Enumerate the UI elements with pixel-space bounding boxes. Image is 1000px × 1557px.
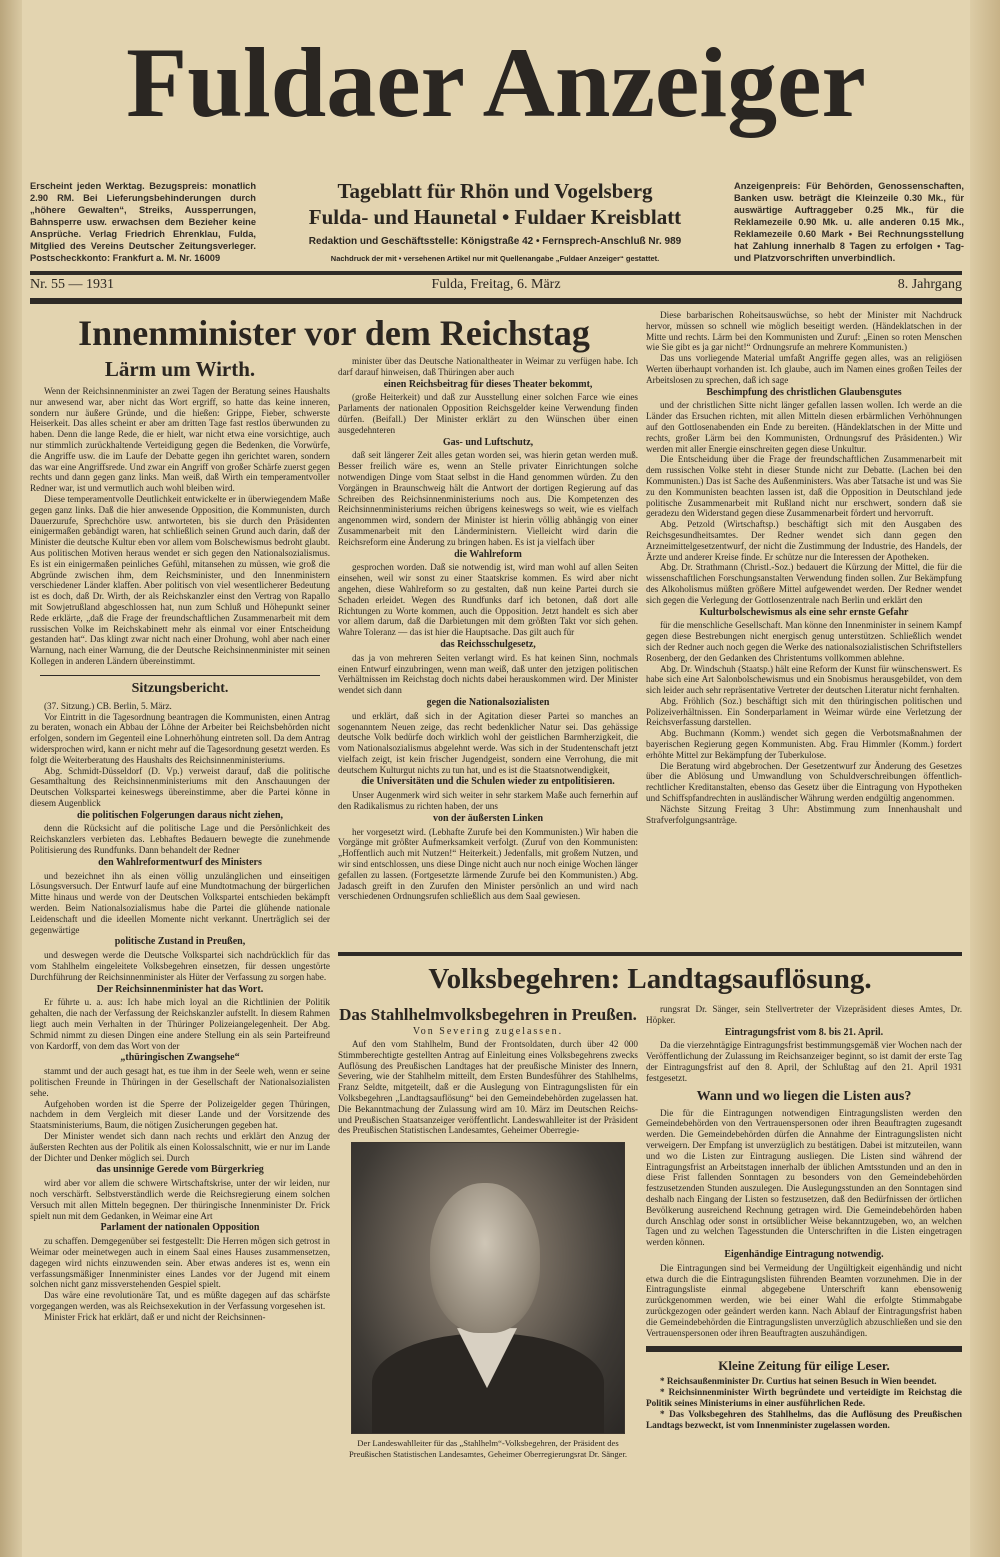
paragraph: Da die vierzehntägige Eintragungsfrist bestimmungsgemäß vier Wochen nach der Veröffentlichung der Zulassung im Reichsanzeiger beginnt, so ist damit der erste Tag der Eintragungsfrist auf den 8. April, der Schlußtag auf den 21. April 1931 festgesetzt.	[646, 1040, 962, 1083]
advertising-rates: Anzeigenpreis: Für Behörden, Genossenschaften, Banken usw. beträgt die Kleinzeile 0.30 Mk., für auswärtige Auftraggeber 0.25 Mk., für die Reklamezeile 0.90 Mk. u. alle anderen 0.15 Mk., Reklamezeile 0.60 Mark • Bei Rechnungsstellung hat Zahlung innerhalb 8 Tagen zu erfolgen • Tag- und Platzvorschriften unverbindlich.	[734, 181, 964, 263]
registration-section	[646, 1004, 962, 1430]
paragraph: denn die Rücksicht auf die politische Lage und die Persönlichkeit des Reichskanzlers verbieten das. Lebhaftes Bedauern bewegte die zunehmende Politisierung des Rundfunks. Dann behandelt der Redner	[30, 823, 330, 856]
volume: 8. Jahrgang	[897, 277, 962, 292]
middle-column	[338, 356, 638, 902]
paragraph: und der christlichen Sitte nicht länger gefallen lassen wollen. Ich werde an die Länder das Ersuchen richten, mit allen Mitteln diesen erbärmlichen Verhöhnungen auf den Gottlosenabenden ein Ende zu bereiten. (Händeklatschen in der Mitte und rechts, großer Lärm bei den Kommunisten, Ordnungsruf des Präsidenten.) Wir werden mit aller Energie einschreiten gegen diese Unkultur.	[646, 400, 962, 454]
subheading: Eintragungsfrist vom 8. bis 21. April.	[724, 1026, 884, 1038]
paragraph: stammt und der auch gesagt hat, es tue ihm in der Seele weh, wenn er seine politischen Freunde in Thüringen in der Gesellschaft der Nationalsozialisten sehe.	[30, 1066, 330, 1098]
paragraph: Der Minister wendet sich dann nach rechts und erklärt den Anzug der äußersten Rechten aus der Politik als einen Kolossalschnitt, wie er nur im Lande der Dichter und Denker möglich sei. Durch	[30, 1131, 330, 1163]
paragraph: Das wäre eine revolutionäre Tat, und es müßte dagegen auf das schärfste vorgegangen werden, was als Reichsexekution in der Verfassung vorgesehen ist.	[30, 1290, 330, 1311]
masthead-subtitle	[262, 178, 728, 230]
editorial-address: Redaktion und Geschäftsstelle: Königstraße 42 • Fernsprech-Anschluß Nr. 989	[308, 236, 682, 247]
paragraph: Er führte u. a. aus: Ich habe mich loyal an die Richtlinien der Politik gehalten, die nach der Verfassung der Reichskanzler aufstellt. In diesem Rahmen liegt auch mein Verhalten in der Thüringer Polizeiangelegenheit. Der Abg. Schmid nimmt zu diesen Dingen eine andere Stellung ein als sein Parteifreund von Kardorff, von dem das Wort von der	[30, 997, 330, 1051]
subheading: das unsinnige Gerede vom Bürgerkrieg	[96, 1164, 264, 1176]
paragraph: für die menschliche Gesellschaft. Man könne den Innenminister in seinem Kampf gegen diese Bestrebungen nicht energisch genug unterstützen. Schließlich wendet sich der Redner auch noch gegen die Werke des nationalsozialistischen Schriftstellers Rosenberg, der den Gedanken des Christentums vollkommen ablehne.	[646, 620, 962, 663]
subheading: politische Zustand in Preußen,	[114, 936, 246, 948]
portrait-photo	[351, 1142, 625, 1434]
short-news-title: Kleine Zeitung für eilige Leser.	[718, 1358, 890, 1374]
reprint-notice: Nachdruck der mit • versehenen Artikel nur mit Quellenangabe „Fuldaer Anzeiger“ gestattet.	[330, 254, 660, 263]
paragraph: (37. Sitzung.) CB. Berlin, 5. März.	[44, 700, 172, 711]
short-news-list	[646, 1376, 962, 1430]
paragraph: daß seit längerer Zeit alles getan worden sei, was hierin getan werden muß. Besser freilich wäre es, wenn an Stelle privater Einrichtungen solche notwendigen Dinge vom Staat selbst in die Hand genommen würden. Zu den Vorgängen in Braunschweig hält die Antwort der dortigen Regierung auf das Schreiben des Reichsinnenministeriums noch aus. Die Kompetenzen des Reichsinnenministeriums reichen übrigens keineswegs so weit, wie es vielfach angenommen wird, sondern der Minister ist hierin völlig abhängig von einer Zusammenarbeit mit den Länderministern. Vielleicht wird darin die Reichsreform eine Änderung zu bringen haben. Es ist ja vielfach über	[338, 450, 638, 547]
paragraph: zu schaffen. Demgegenüber sei festgestellt: Die Herren mögen sich getrost in Weimar oder meinetwegen auch in einem Saal eines Hauses zusammensetzen, dagegen wird nichts einzuwenden sein. Aber etwas anderes ist es, wenn ein verfassungsmäßiger Innenminister eines Landes vor der Jugend mit einem solchen nicht ganz missverstehenden Gespiel spielt.	[30, 1236, 330, 1290]
subheading: die politischen Folgerungen daraus nicht ziehen,	[76, 809, 284, 821]
registration-details	[646, 1108, 962, 1339]
paragraph: das ja von mehreren Seiten verlangt wird. Es hat keinen Sinn, nochmals einen Entwurf einzubringen, wenn man weiß, daß unter den jetzigen politischen Verhältnissen im Reichstag doch nichts dabei herauskommen wird. Der Minister wendet sich dann	[338, 652, 638, 696]
paragraph: Die Eintragungen sind bei Vermeidung der Ungültigkeit eigenhändig und nicht etwa durch die die Eintragungslisten führenden Beamten vorzunehmen. Die in der Eintragungsliste einmal abgegebene Unterschrift kann ebensowenig zurückgenommen werden, wie bei einer Wahl die erfolgte Stimmabgabe zurückgezogen oder geändert werden kann. Nach Ablauf der Eintragungsfrist haben die Gemeindebehörden die Eintragungslisten unverzüglich abzuschließen und sie den Vertrauenspersonen oder ihren Beauftragten auszuhändigen.	[646, 1262, 962, 1338]
paragraph: gesprochen worden. Daß sie notwendig ist, wird man wohl auf allen Seiten einsehen, weil wir sonst zu einer Staatskrise kommen. Es wird aber nicht angehen, diese Wahlreform so zu gestalten, daß nun keine Partei durch sie Schaden erleidet. Wegen des Rundfunks darf ich betonen, daß dort alle Richtungen zu Worte kommen, auch die Opposition. Jetzt handelt es sich aber vor allem darum, daß die Darbietungen mit dem größten Takt vor sich gehen. Wahre Toleranz — das ist hier die Hauptsache. Das gilt auch für	[338, 562, 638, 638]
paragraph: Wenn der Reichsinnenminister an zwei Tagen der Beratung seines Haushalts nur anwesend war, aber nicht das Wort ergriff, so hatte das keine inneren, sondern nur äußere Gründe, und die hießen: Grippe, Fieber, schwerste Heiserkeit. Das alles scheint er aber am dritten Tage fast restlos überwunden zu haben. Denn die lange Rede, die er hielt, war nicht etwa eine vorsichtige, auch nur stimmlich zurückhaltende Verteidigung gegen die Bedenken, die Vorwürfe, die Angriffe usw. die im Laufe der Debatte gegen ihn gerichtet waren, sondern das war eine Angriffsrede. Und zwar ein Angriff von großer Schärfe zuerst gegen rechts und dann gegen ganz links. Man weiß, daß Wirth ein temperamentvoller Redner war, ist und vermutlich auch wohl bleiben wird.	[30, 386, 330, 494]
paragraph: Abg. Schmidt-Düsseldorf (D. Vp.) verweist darauf, daß die politische Gesamthaltung des Reichsinnenministeriums mit den Anschauungen der Deutschen Volkspartei keineswegs übereinstimme, aber die Partei könne in diesem Augenblick	[30, 765, 330, 808]
photo-caption: Der Landeswahlleiter für das „Stahlhelm“-Volksbegehren, der Präsident des Preußischen Statistischen Landesamtes, Geheimer Oberregierungsrat Dr. Sänger.	[348, 1438, 628, 1460]
article-lead	[30, 386, 330, 667]
subheading: einen Reichsbeitrag für dieses Theater bekommt,	[383, 378, 593, 390]
subheading: Eigenhändige Eintragung notwendig.	[724, 1248, 884, 1260]
subheading: die Universitäten und die Schulen wieder zu entpolitisieren.	[361, 776, 615, 788]
stahlhelm-subtitle: Von Severing zugelassen.	[412, 1026, 564, 1037]
registration-subhead: Wann und wo liegen die Listen aus?	[696, 1088, 912, 1104]
paragraph: Abg. Fröhlich (Soz.) beschäftigt sich mit den thüringischen politischen und Polizeiverhältnissen. Ein Sonderparlament in Weimar würde eine Verletzung der Reichsverfassung darstellen.	[646, 695, 962, 728]
session-report-title: Sitzungsbericht.	[131, 680, 229, 696]
subheading: Der Reichsinnenminister hat das Wort.	[96, 983, 264, 995]
subheading: die Wahlreform	[454, 548, 522, 560]
page-body	[30, 310, 962, 1460]
paragraph: Die für die Eintragungen notwendigen Eintragungslisten werden den Gemeindebehörden von den Vertrauenspersonen oder ihren Beauftragten zugesandt werden. Die Gemeindebehörden dürfen die Annahme der Eintragungslisten nicht verweigern. Der Empfang ist unverzüglich zu bestätigen. Dabei ist mitzuteilen, wann und wo die Listen zur Eintragung ausliegen. Die Listen sind während der Eintragungsfrist an Arbeitstagen innerhalb der üblichen Amtsstunden und an den in diese Frist fallenden Sonntagen zu besonders von den Gemeindebehörden festzusetzenden Stunden auszulegen. Die Auslegungsstunden an den Sonntagen sind deshalb nach Eingang der Listen so festzusetzen, daß den Bedürfnissen der örtlichen Bevölkerung ausreichend Rechnung getragen wird. Die Gemeindebehörden haben durch Anschlag oder sonst in ortsüblicher Weise bekanntzugeben, wo, an welchen Tagen und zu welchen Tagesstunden die Unterschriften in die Listen eingetragen werden können.	[646, 1107, 962, 1248]
rule	[30, 271, 962, 275]
paragraph: wird aber vor allem die schwere Wirtschaftskrise, unter der wir leiden, nur noch verschärft. Selbstverständlich werde die Reichsregierung einem solchen Versuch mit allen Mitteln begegnen. Der thüringische Innenminister Dr. Frick spielt nun mit dem Gedanken, in Weimar eine Art	[30, 1178, 330, 1221]
subtitle-line-1: Tageblatt für Rhön und Vogelsberg	[337, 179, 653, 203]
page-edge-left	[0, 0, 22, 1557]
paragraph: Das uns vorliegende Material umfaßt Angriffe gegen alles, was an religiösen Werten überhaupt vorhanden ist. Ich glaube, auch im Namen eines großen Teiles der Arbeitslosen zu sprechen, daß ich sage	[646, 353, 962, 385]
paragraph: * Reichsaußenminister Dr. Curtius hat seinen Besuch in Wien beendet.	[660, 1376, 937, 1387]
subheading: von der äußersten Linken	[432, 812, 544, 824]
session-report	[30, 701, 330, 1323]
paragraph: (große Heiterkeit) und daß zur Ausstellung einer solchen Farce wie eines Parlaments der nationalen Opposition Reichsgelder keine Verwendung finden dürfen. (Beifall.) Der Minister erklärt zu den Wünschen über einen ausgedehnteren	[338, 392, 638, 435]
subheading: Kulturbolschewismus als eine sehr ernste Gefahr	[699, 606, 909, 618]
paragraph: minister über das Deutsche Nationaltheater in Weimar zu verfügen habe. Ich darf darauf hinweisen, daß Thüringen aber auch	[338, 356, 638, 377]
paragraph: Aufgehoben worden ist die Sperre der Polizeigelder gegen Thüringen, nachdem in dem Vergleich mit dieser Lande und der Vorsitzende des Staatsministeriums, Baum, die nötigen Zusicherungen gegeben hat.	[30, 1098, 330, 1131]
stahlhelm-title: Das Stahlhelmvolksbegehren in Preußen.	[339, 1005, 637, 1024]
subtitle-line-2: Fulda- und Haunetal • Fuldaer Kreisblatt	[308, 205, 682, 229]
paragraph: Abg. Dr. Windschuh (Staatsp.) hält eine Reform der Kunst für wünschenswert. Es habe sich eine Art Salonbolschewismus und ein Snobismus herausgebildet, von dem sich leider auch sehr repräsentative Vertreter der deutschen Literatur nicht fernhalten.	[646, 663, 962, 696]
paragraph: * Das Volksbegehren des Stahlhelms, das die Auflösung des Preußischen Landtags bezweckt, ist vom Innenminister zugelassen worden.	[646, 1408, 962, 1430]
right-column	[646, 310, 962, 825]
article-continuation	[338, 356, 638, 902]
paragraph: Diese barbarischen Roheitsauswüchse, so hebt der Minister mit Nachdruck hervor, müssen so schnell wie möglich beseitigt werden. (Händeklatschen in der Mitte und rechts. Lärm bei den Kommunisten und Zuruf: „Einen so roten Menschen wie Sie gibt es ja gar nicht!“ Ordnungsrufe an mehrere Kommunisten.)	[646, 310, 962, 353]
rule	[30, 298, 962, 304]
subheading: Parlament der nationalen Opposition	[100, 1222, 260, 1234]
subheading: Beschimpfung des christlichen Glaubensgutes	[706, 386, 902, 398]
stahlhelm-article	[338, 1039, 638, 1136]
registration-article	[646, 1004, 962, 1084]
paragraph: * Reichsinnenminister Wirth begründete und verteidigte im Reichstag die Politik seines Ministeriums in einer ausführlichen Rede.	[646, 1387, 962, 1408]
page-edge-right	[970, 0, 1000, 1557]
paragraph: und bezeichnet ihn als einen völlig unzulänglichen und einseitigen Lösungsversuch. Der Entwurf laufe auf eine Mundtotmachung der bürgerlichen Mitte hinaus und werde von der Deutschen Volkspartei entschieden bekämpft werden. Beim Nationalsozialismus habe die Partei die glühende nationale Leidenschaft und die ideellen Momente nicht verkannt. Unerträglich sei der gegenwärtige	[30, 870, 330, 935]
subheading: Gas- und Luftschutz,	[442, 436, 534, 448]
paragraph: Die Entscheidung über die Frage der freundschaftlichen Zusammenarbeit mit dem russischen Volke steht in dieser Stunde nicht zur Debatte. (Lachen bei den Kommunisten.) Das ist Sache des Außenministers. Was aber Tatsache ist und was Sie zu den Kommunisten beachten lassen ist, daß die Opposition in Deutschland jede politische Zusammenarbeit mit Rußland nicht nur erschwert, sondern daß sie geradezu den Widerstand gegen diese Zusammenarbeit fördert und hervorruft.	[646, 454, 962, 519]
paragraph: Nächste Sitzung Freitag 3 Uhr: Abstimmung zum Innenhaushalt und Strafverfolgungsanträge.	[646, 803, 962, 825]
rule	[646, 1346, 962, 1352]
subheading: den Wahlreformentwurf des Ministers	[98, 856, 262, 868]
stahlhelm-section	[338, 1004, 638, 1460]
subheading: das Reichsschulgesetz,	[440, 638, 536, 650]
paragraph: Minister Frick hat erklärt, daß er und nicht der Reichsinnen-	[44, 1311, 266, 1322]
paragraph: Abg. Buchmann (Komm.) wendet sich gegen die Verbotsmaßnahmen der bayerischen Regierung gegen Kommunisten. Abg. Frau Himmler (Komm.) fordert erhöhte Mittel zur Bekämpfung der Tuberkulose.	[646, 728, 962, 760]
subscription-notice: Erscheint jeden Werktag. Bezugspreis: monatlich 2.90 RM. Bei Lieferungsbehinderungen durch „höhere Gewalten“, Streiks, Aussperrungen, Bahnsperre usw. erwachsen dem Bezieher keine Ansprüche. Verlag Friedrich Ehrenklau, Fulda, Mitglied des Vereins Deutscher Zeitungsverleger. Postscheckkonto: Frankfurt a. M. Nr. 16009	[30, 181, 256, 263]
dateline	[30, 277, 962, 295]
paragraph: her vorgesetzt wird. (Lebhafte Zurufe bei den Kommunisten.) Wir haben die Vorgänge mit größter Aufmerksamkeit verfolgt. (Zuruf von den Kommunisten: „Hoffentlich auch mit Nutzen!“ Heiterkeit.) Jedenfalls, mit großem Nutzen, und wir sind entschlossen, uns diese Dinge nicht auch nur noch einige Wochen länger gefallen zu lassen. (Fortgesetzte lärmende Zurufe bei den Kommunisten.) Abg. Jadasch greift in den Zurufen den Minister persönlich an und wird nach verschiedenen Ordnungsrufen schließlich aus dem Saal gewiesen.	[338, 826, 638, 902]
masthead-title: Fuldaer Anzeiger	[126, 27, 866, 138]
paragraph: und erklärt, daß sich in der Agitation dieser Partei so manches an sogenanntem Neuen zeige, das recht bedenklicher Natur sei. Das gehässige deutsche Volk bedürfe doch wirklich wohl der geistlichen Barmherzigkeit, die vom Nationalsozialismus abgelehnt werde. Was sich in der Studentenschaft jetzt vielfach zeigt, ist kein frischer Jugendgeist, sondern eine Verrohung, die mit deutschem Kulturgut nichts zu tun hat, und es ist die Staatsnotwendigkeit,	[338, 710, 638, 775]
paragraph: Unser Augenmerk wird sich weiter in sehr starkem Maße auch fernerhin auf den Radikalismus zu richten haben, der uns	[338, 790, 638, 812]
paragraph: Abg. Dr. Strathmann (Christl.-Soz.) bedauert die Kürzung der Mittel, die für die wissenschaftlichen Forschungsanstalten Verwendung finden sollen. Zur Bekämpfung des Alkoholismus müßten größere Mittel aufgewendet werden. Der Redner wendet sich gegen die Verlegung der Gottlosenzentrale nach Berlin und erklärt den	[646, 562, 962, 605]
issue-number: Nr. 55 — 1931	[30, 277, 114, 292]
article-continuation-right	[646, 310, 962, 825]
left-column	[30, 356, 330, 1323]
main-headline: Innenminister vor dem Reichstag	[78, 313, 590, 353]
divider	[40, 675, 320, 676]
paragraph: Diese temperamentvolle Deutlichkeit entwickelte er in überwiegendem Maße gegen ganz links. Daß die hier anwesende Opposition, die Kommunisten, durch Dauerzurufe, Sprechchöre usw. antworteten, bis sie durch den Präsidenten einigermaßen gebändigt waren, hat schließlich seinen Grund auch darin, daß der Minister die deutsche Kultur eben vor allem vom Bolschewismus bedroht glaubt. Aus politischen Motiven heraus wendet er sich gegen den Nationalsozialismus. Es ist ein einigermaßen peinliches Gefühl, mitansehen zu müssen, wie groß die Abgründe zwischen ihm, dem Reichsminister, und den Innenministern verschiedener Länder klaffen. Aber politisch von viel wesentlicherer Bedeutung ist es doch, daß Dr. Wirth, der als Reichskanzler einst den Vertrag von Rapallo mit Sowjetrußland abgeschlossen hat, nun zum Schluß und Höhepunkt seiner Rede erklärte, „daß die Frage der freundschaftlichen Zusammenarbeit mit dem russischen Volke im Reichskabinett mehr als einmal vor einer Entscheidung gestanden hat“. Das klingt zwar nicht nach einer Drohung, wohl aber nach einer Warnung, nach einer Warnung, die der Deutsche Reichsinnenminister mit seinen Kollegen in anderen Ländern übereinstimmt.	[30, 493, 330, 666]
paragraph: Die Beratung wird abgebrochen. Der Gesetzentwurf zur Änderung des Gesetzes über die Ablösung und Umwandlung von Schuldverschreibungen öffentlich-rechtlicher Kreditanstalten, ebenso das Gesetz über die Eintragung von Hypotheken und Schiffspfandrechten in ausländischer Währung werden endgültig angenommen.	[646, 760, 962, 804]
subheading: gegen die Nationalsozialisten	[426, 696, 550, 708]
paragraph: und deswegen werde die Deutsche Volkspartei sich nachdrücklich für das vom Stahlhelm eingeleitete Volksbegehren einsetzen, für dessen ungestörte Durchführung der Reichsinnenminister als Hüter der Verfassung zu sorgen habe.	[30, 950, 330, 982]
paragraph: Vor Eintritt in die Tagesordnung beantragen die Kommunisten, einen Antrag zu beraten, wonach ein Abbau der Löhne der Arbeiter bei Reichsbehörden nicht erfolgen, sondern im Gegenteil eine Lohnerhöhung eintreten soll. Da dem Antrag widersprochen wird, kann er nicht mehr auf die Tagesordnung gesetzt werden. Es folgt die Weiterberatung des Haushalts des Reichsinnenministeriums.	[30, 711, 330, 765]
paragraph: Abg. Petzold (Wirtschaftsp.) beschäftigt sich mit den Ausgaben des Reichsgesundheitsamtes. Der Redner wendet sich dann gegen den Arzneimittelgesetzentwurf, der nicht die Zustimmung der Industrie, des Handels, der Ärzte und anderer Kreise finde. Er schütze nur die Interessen der Apotheken.	[646, 519, 962, 562]
article-title: Lärm um Wirth.	[104, 357, 256, 381]
paragraph: rungsrat Dr. Sänger, sein Stellvertreter der Vizepräsident dieses Amtes, Dr. Höpker.	[646, 1004, 962, 1025]
second-headline: Volksbegehren: Landtagsauflösung.	[338, 952, 962, 996]
subheading: „thüringischen Zwangsehe“	[120, 1052, 240, 1064]
issue-date: Fulda, Freitag, 6. März	[431, 277, 561, 292]
paragraph: Auf den vom Stahlhelm, Bund der Frontsoldaten, durch über 42 000 Stimmberechtigte gestellten Antrag auf Einleitung eines Volksbegehrens zwecks Auflösung des Preußischen Landtages hat der preußische Minister des Innern, Severing, wie der Stahlhelm mitteilt, dem Ersten Bundesführer des Stahlhelms, Franz Seldte, mitgeteilt, daß er die Auslegung von Eintragungslisten für ein Volksbegehren „Landtagsauflösung“ bei den Gemeindebehörden zugelassen hat. Die Bekanntmachung der Zulassung wird am 10. März im Deutschen Reichs- und Preußischen Staatsanzeiger veröffentlicht. Landeswahlleiter ist der Präsident des Preußischen Statistischen Landesamtes, Geheimer Oberregie-	[338, 1039, 638, 1136]
